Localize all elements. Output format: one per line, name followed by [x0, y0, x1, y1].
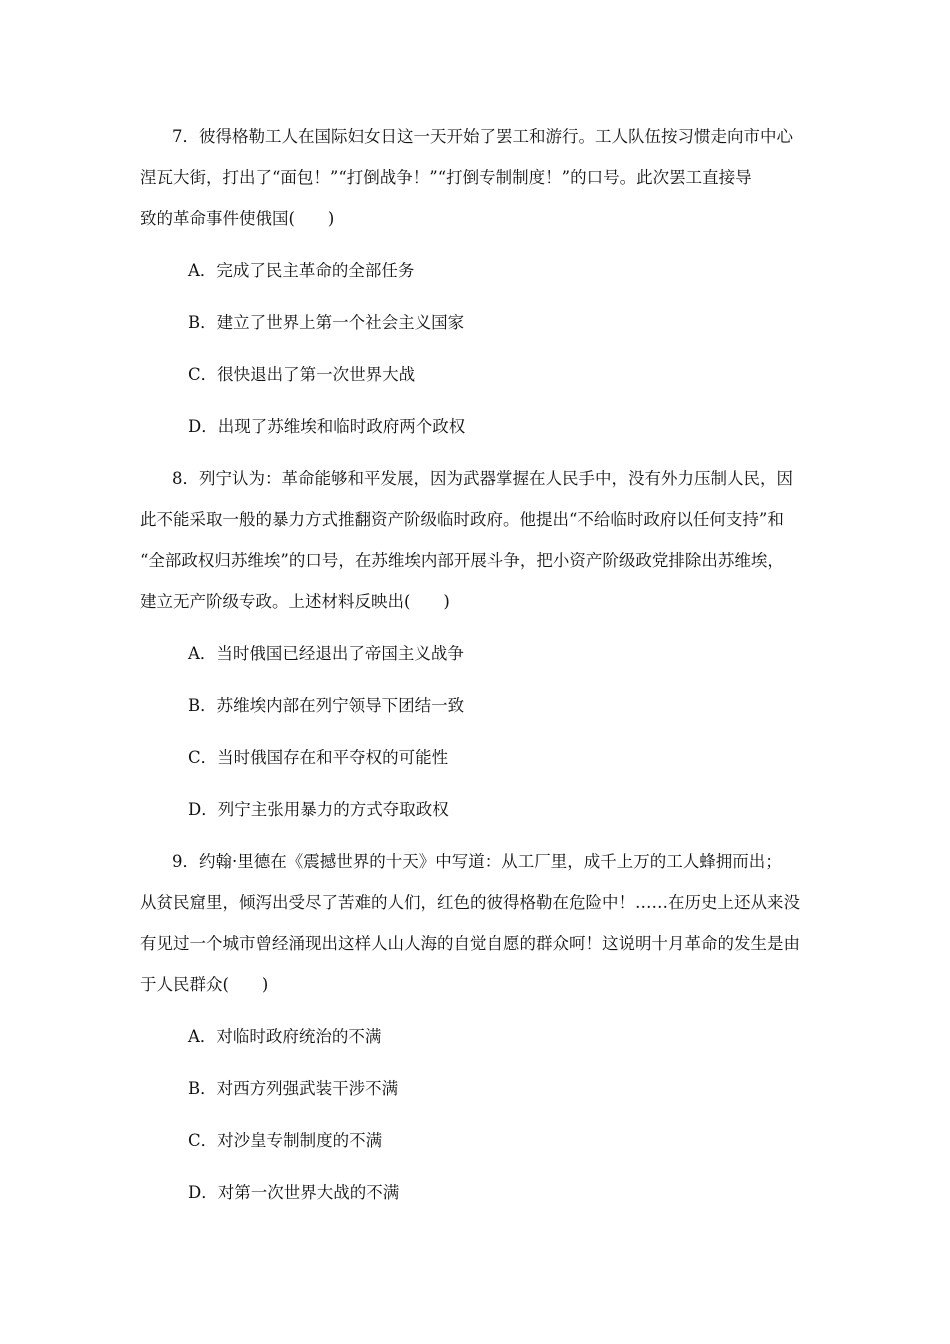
question-9-option-c: C．对沙皇专制制度的不满 — [188, 1131, 383, 1150]
question-8-line-1: 8．列宁认为：革命能够和平发展，因为武器掌握在人民手中，没有外力压制人民，因 — [172, 469, 793, 488]
question-7-line-3: 致的革命事件使俄国( ) — [140, 209, 335, 228]
question-9-option-d: D．对第一次世界大战的不满 — [188, 1183, 400, 1202]
question-8-option-a: A．当时俄国已经退出了帝国主义战争 — [188, 644, 464, 663]
question-7-option-a: A．完成了民主革命的全部任务 — [188, 261, 415, 280]
question-9-option-b: B．对西方列强武装干涉不满 — [188, 1079, 399, 1098]
question-8-line-2: 此不能采取一般的暴力方式推翻资产阶级临时政府。他提出“不给临时政府以任何支持”和 — [140, 510, 784, 529]
question-9-line-4: 于人民群众( ) — [140, 975, 269, 994]
question-9-line-3: 有见过一个城市曾经涌现出这样人山人海的自觉自愿的群众呵！这说明十月革命的发生是由 — [140, 934, 800, 953]
question-7-line-1: 7．彼得格勒工人在国际妇女日这一天开始了罢工和游行。工人队伍按习惯走向市中心 — [172, 127, 793, 146]
question-8-option-d: D．列宁主张用暴力的方式夺取政权 — [188, 800, 449, 819]
question-9-option-a: A．对临时政府统治的不满 — [188, 1027, 382, 1046]
question-8-option-b: B．苏维埃内部在列宁领导下团结一致 — [188, 696, 465, 715]
question-7-option-b: B．建立了世界上第一个社会主义国家 — [188, 313, 465, 332]
question-7-line-2: 涅瓦大街，打出了“面包！”“打倒战争！”“打倒专制制度！”的口号。此次罢工直接导 — [140, 168, 752, 187]
question-8-line-4: 建立无产阶级专政。上述材料反映出( ) — [140, 592, 450, 611]
question-8-option-c: C．当时俄国存在和平夺权的可能性 — [188, 748, 449, 767]
question-7-option-d: D．出现了苏维埃和临时政府两个政权 — [188, 417, 466, 436]
question-9-line-1: 9．约翰·里德在《震撼世界的十天》中写道：从工厂里，成千上万的工人蜂拥而出； — [172, 852, 782, 871]
question-9-line-2: 从贫民窟里，倾泻出受尽了苦难的人们，红色的彼得格勒在危险中！……在历史上还从来没 — [140, 893, 800, 912]
question-8-line-3: “全部政权归苏维埃”的口号，在苏维埃内部开展斗争，把小资产阶级政党排除出苏维埃， — [140, 551, 784, 570]
question-7-option-c: C．很快退出了第一次世界大战 — [188, 365, 416, 384]
